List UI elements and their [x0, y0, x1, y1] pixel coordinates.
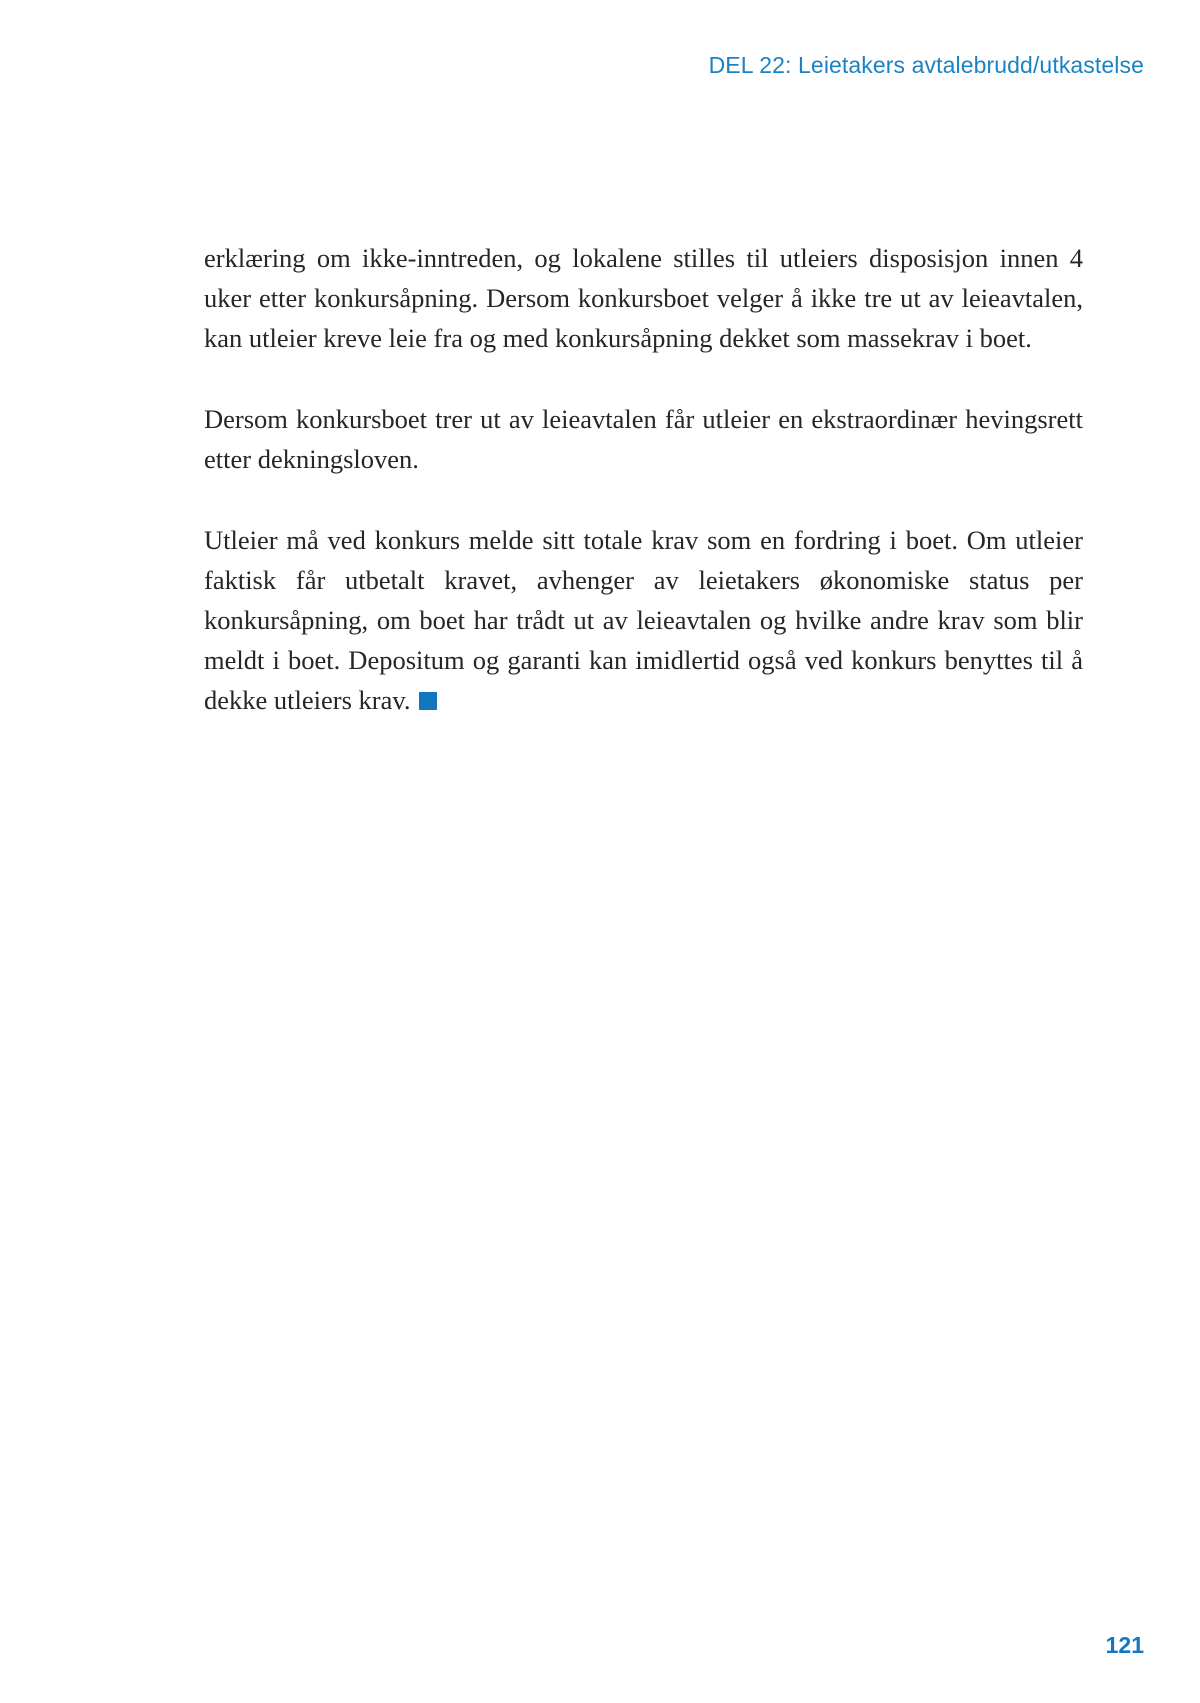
paragraph-1: erklæring om ikke-inntreden, og lokalene stilles til utleiers disposisjon innen 4 uker etter konkursåpning. Dersom konkursboet velger å ikke tre ut av leieavtalen, kan utleier kreve leie fra og med konkursåpning dekket som massekrav i boet. [204, 243, 1083, 353]
paragraph-2: Dersom konkursboet trer ut av leieavtalen får utleier en ekstraordinær hevingsrett etter dekningsloven. [204, 404, 1083, 474]
page-number: 121 [1105, 1632, 1144, 1658]
paragraph-3-text: Utleier må ved konkurs melde sitt totale krav som en fordring i boet. Om utleier faktisk får utbetalt kravet, avhenger av leietakers økonomiske status per konkursåpning, om boet har trådt ut av leieavtalen og hvilke andre krav som blir meldt i boet. Depositum og garanti kan imidlertid også ved konkurs benyttes til å dekke utleiers krav. [204, 525, 1083, 715]
running-header: DEL 22: Leietakers avtalebrudd/utkastelse [708, 52, 1144, 78]
end-of-article-square-icon [419, 692, 437, 710]
paragraph-3 [204, 520, 1083, 720]
body-text [204, 238, 1083, 761]
